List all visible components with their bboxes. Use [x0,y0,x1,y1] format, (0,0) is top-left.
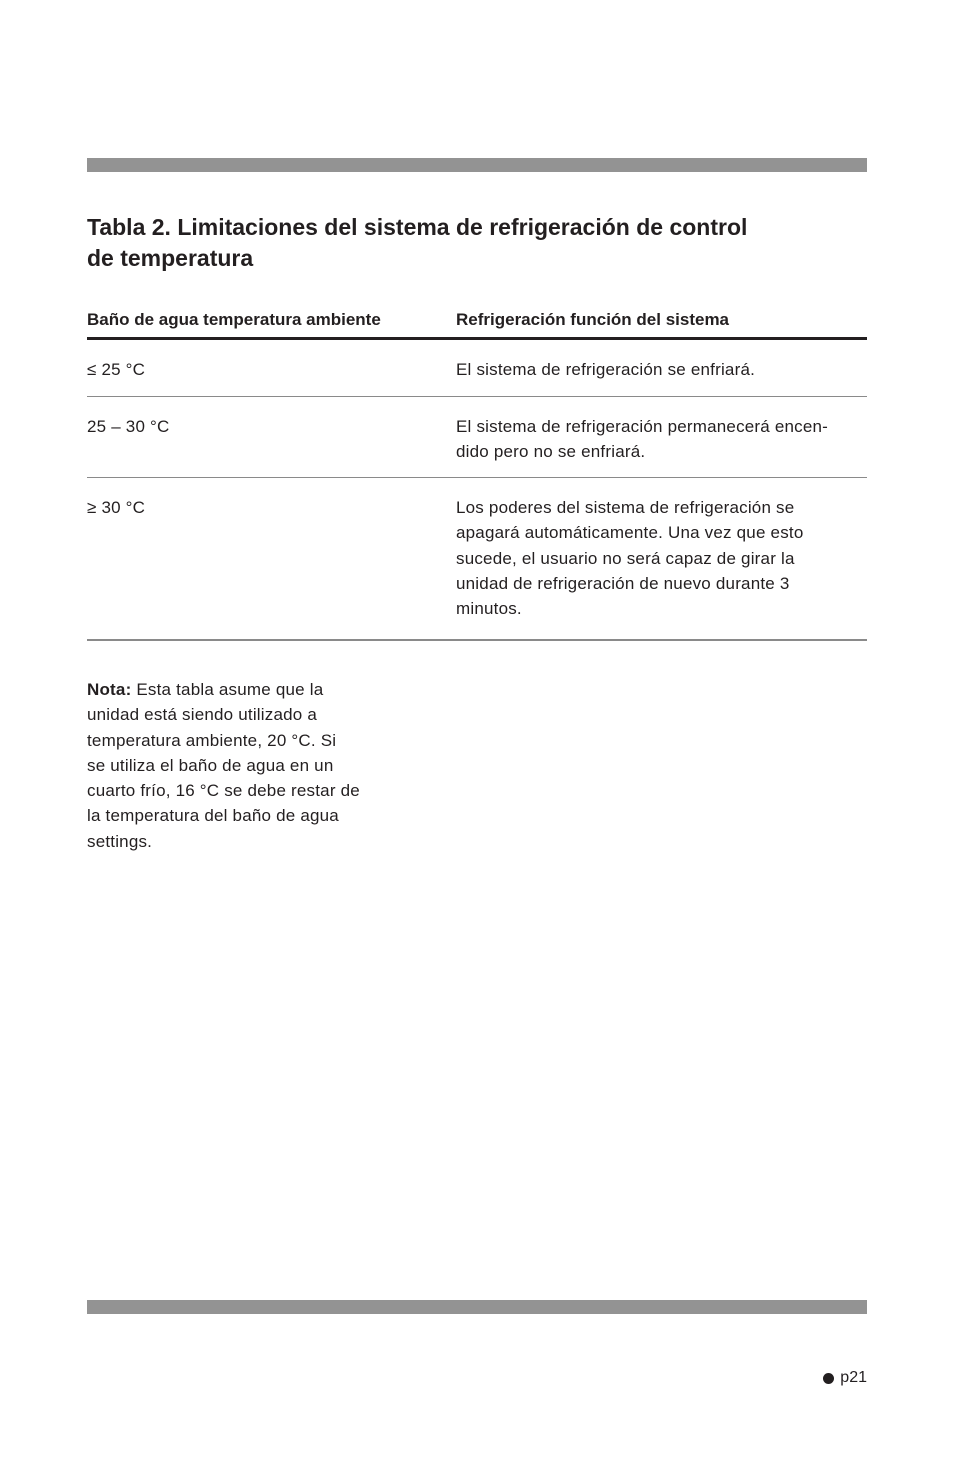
table-header [87,306,867,340]
table-row [87,397,867,478]
header-water-bath-temperature: Baño de agua temperatura ambiente [87,310,381,329]
table-row [87,478,867,641]
temperature-cell: 25 – 30 °C [87,417,170,436]
function-line: sucede, el usuario no será capaz de girar la [456,548,795,568]
note-line: cuarto frío, 16 °C se debe restar de [87,781,360,801]
note-text: Esta tabla asume que la [131,680,324,699]
temperature-cell: ≤ 25 °C [87,360,146,379]
note-line: temperatura ambiente, 20 °C. Si [87,730,337,750]
note-line: la temperatura del baño de agua [87,806,339,826]
function-cell [456,495,867,621]
table-title-line-1: Tabla 2. Limitaciones del sistema de refrigeración de control [87,214,748,240]
table-row [87,340,867,397]
note-line: settings. [87,831,153,851]
function-line: apagará automáticamente. Una vez que esto [456,523,804,543]
function-line: dido pero no se enfriará. [456,442,646,462]
page-footer [823,1367,867,1389]
note-line: se utiliza el baño de agua en un [87,755,334,775]
function-line: El sistema de refrigeración permanecerá encen- [456,417,829,436]
temperature-cell: ≥ 30 °C [87,498,146,517]
note-line: unidad está siendo utilizado a [87,705,317,725]
function-cell [456,414,867,465]
table-title-line-2: de temperatura [87,245,254,271]
function-line: El sistema de refrigeración se enfriará. [456,360,756,379]
function-line: unidad de refrigeración de nuevo durante 3 [456,573,790,593]
note-line [87,677,397,702]
function-cell [456,357,867,382]
note-block [87,677,397,854]
note-label: Nota: [87,680,132,699]
page-number: p21 [840,1369,867,1386]
function-line: minutos. [456,599,522,619]
function-line: Los poderes del sistema de refrigeración se [456,498,795,517]
limitations-table [87,306,867,641]
bullet-icon [823,1373,834,1384]
top-rule-bar [87,158,867,172]
bottom-rule-bar [87,1300,867,1314]
header-cooling-function: Refrigeración función del sistema [456,310,730,329]
table-title [87,212,807,274]
